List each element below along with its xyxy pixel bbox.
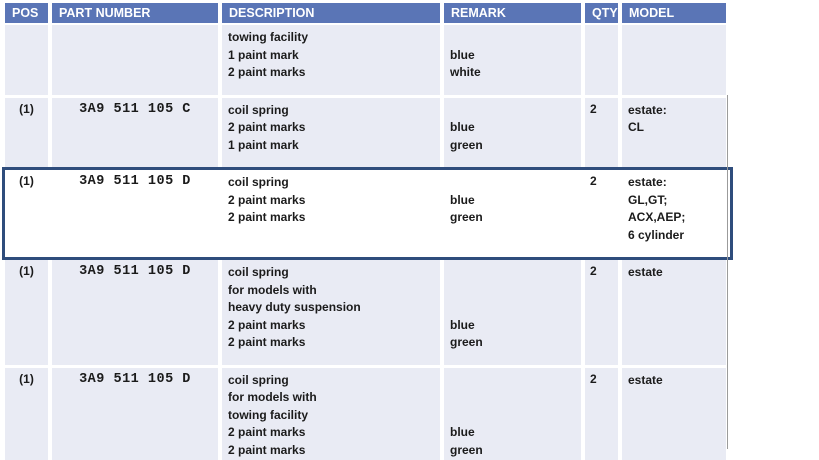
cell-qty: 2 <box>585 368 618 460</box>
cell-pos: (1) <box>5 368 48 460</box>
cell-model: estate: GL,GT; ACX,AEP; 6 cylinder <box>622 170 726 257</box>
column-header-desc: DESCRIPTION <box>222 3 440 23</box>
table-row[interactable] <box>5 98 730 168</box>
cell-remark: blue green <box>444 170 581 257</box>
cell-part-number: 3A9 511 105 C <box>52 98 218 168</box>
cell-remark: blue green <box>444 260 581 365</box>
cell-qty: 2 <box>585 260 618 365</box>
cell-model: estate: CL <box>622 98 726 168</box>
pane-divider-line <box>727 95 728 449</box>
table-row[interactable] <box>5 25 730 95</box>
cell-pos: (1) <box>5 98 48 168</box>
cell-description: coil spring 2 paint marks 1 paint mark <box>222 98 440 168</box>
cell-model: estate <box>622 368 726 460</box>
cell-description: coil spring for models with towing facility 2 paint marks 2 paint marks <box>222 368 440 460</box>
cell-part-number: 3A9 511 105 D <box>52 170 218 257</box>
cell-description: towing facility 1 paint mark 2 paint marks <box>222 25 440 95</box>
column-header-model: MODEL <box>622 3 726 23</box>
cell-pos <box>5 25 48 95</box>
column-header-part: PART NUMBER <box>52 3 218 23</box>
cell-description: coil spring for models with heavy duty suspension 2 paint marks 2 paint marks <box>222 260 440 365</box>
cell-part-number <box>52 25 218 95</box>
parts-table-body <box>5 25 730 460</box>
cell-remark: blue green <box>444 98 581 168</box>
cell-qty: 2 <box>585 170 618 257</box>
cell-part-number: 3A9 511 105 D <box>52 368 218 460</box>
table-header-row <box>5 3 730 23</box>
table-row[interactable] <box>5 170 730 257</box>
table-row[interactable] <box>5 368 730 460</box>
table-row[interactable] <box>5 260 730 365</box>
column-header-qty: QTY <box>585 3 618 23</box>
cell-pos: (1) <box>5 260 48 365</box>
column-header-remark: REMARK <box>444 3 581 23</box>
cell-model: estate <box>622 260 726 365</box>
cell-remark: blue white <box>444 25 581 95</box>
cell-description: coil spring 2 paint marks 2 paint marks <box>222 170 440 257</box>
cell-qty <box>585 25 618 95</box>
cell-qty: 2 <box>585 98 618 168</box>
cell-part-number: 3A9 511 105 D <box>52 260 218 365</box>
cell-pos: (1) <box>5 170 48 257</box>
cell-remark: blue green <box>444 368 581 460</box>
cell-model <box>622 25 726 95</box>
column-header-pos: POS <box>5 3 48 23</box>
